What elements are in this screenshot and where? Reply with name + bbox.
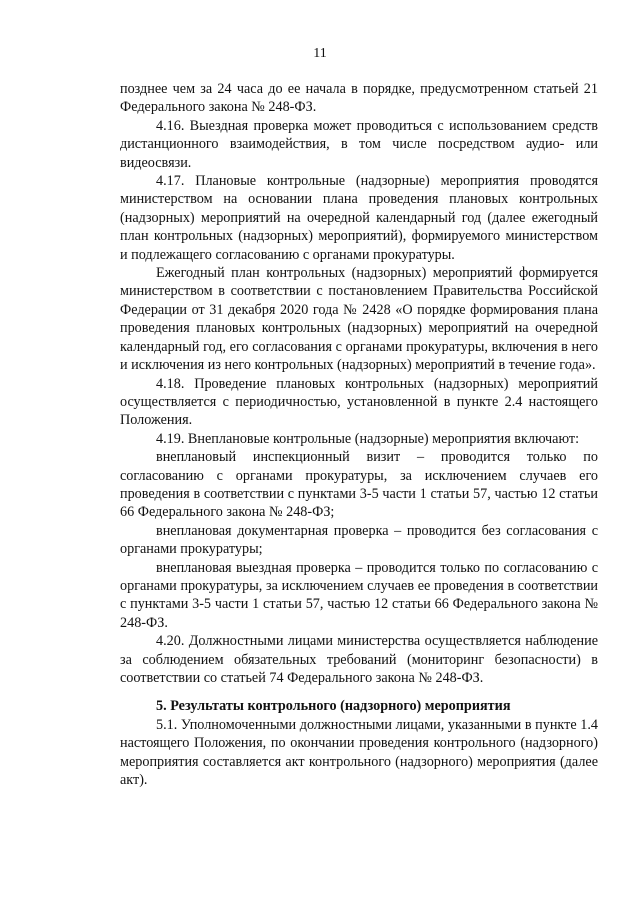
page-number: 11 (313, 46, 327, 61)
document-body (120, 80, 598, 789)
paragraph-4-20: 4.20. Должностными лицами министерства осуществляется наблюдение за соблюдением обязательных требований (мониторинг безопасности) в соответствии со статьей 74 Федерального закона № 248-ФЗ. (120, 633, 598, 686)
paragraph-onsite-check: внеплановая выездная проверка – проводится только по согласованию с органами прокуратуры, за исключением случаев ее проведения в соответствии с пунктами 3-5 части 1 статьи 57, частью 12 статьи 66 Федерального закона № 248-ФЗ. (120, 559, 598, 631)
paragraph-4-19: 4.19. Внеплановые контрольные (надзорные) мероприятия включают: (156, 430, 580, 447)
paragraph-4-18: 4.18. Проведение плановых контрольных (надзорных) мероприятий осуществляется с периодичностью, установленной в пункте 2.4 настоящего Положения. (120, 375, 598, 429)
paragraph-continuation: позднее чем за 24 часа до ее начала в порядке, предусмотренном статьей 21 Федерального закона № 248-ФЗ. (120, 81, 598, 116)
paragraph-documentary-check: внеплановая документарная проверка – проводится без согласования с органами прокуратуры; (120, 522, 598, 558)
paragraph-4-16: 4.16. Выездная проверка может проводиться с использованием средств дистанционного взаимодействия, в том числе посредством аудио- или видеосвязи. (120, 117, 598, 171)
paragraph-4-17: 4.17. Плановые контрольные (надзорные) мероприятия проводятся министерством на основании плана проведения плановых контрольных (надзорных) мероприятий на очередной календарный год (далее ежегодный план контрольных (надзорных) мероприятий), формируемого министерством и подлежащего согласованию с органами прокуратуры. (120, 173, 598, 263)
paragraph-5-1: 5.1. Уполномоченными должностными лицами, указанными в пункте 1.4 настоящего Положения, по окончании проведения контрольного (надзорного) мероприятия составляется акт контрольного (надзорного) мероприятия (далее акт). (120, 716, 598, 789)
section-heading: 5. Результаты контрольного (надзорного) мероприятия (156, 698, 511, 715)
paragraph-inspection-visit: внеплановый инспекционный визит – проводится только по согласованию с органами прокуратуры, за исключением случаев его проведения в соответствии с пунктами 3-5 части 1 статьи 57, частью 12 статьи 66 Федерального закона № 248-ФЗ; (120, 449, 598, 521)
paragraph-annual-plan: Ежегодный план контрольных (надзорных) мероприятий формируется министерством в соответствии с постановлением Правительства Российской Федерации от 31 декабря 2020 года № 2428 «О порядке формирования плана проведения плановых контрольных (надзорных) мероприятий на очередной календарный год, его согласования с органами прокуратуры, включения в него и исключения из него контрольных (надзорных) мероприятий в течение года». (120, 265, 598, 374)
